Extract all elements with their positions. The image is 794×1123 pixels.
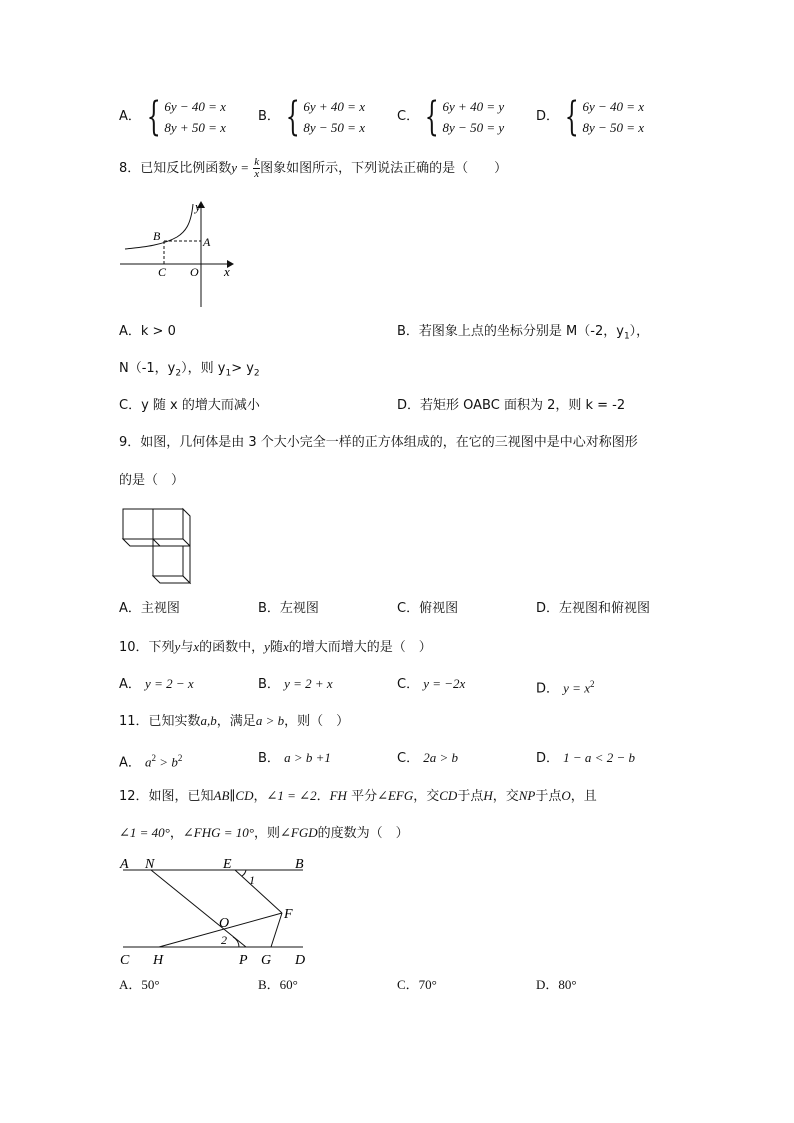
option-text: ），则 y [181, 361, 226, 376]
option-expression: y = 2 + x [284, 676, 333, 691]
label-x: x [224, 264, 230, 279]
brace-icon: { [564, 94, 579, 140]
math-var: x [193, 639, 200, 654]
label-c: C [120, 953, 130, 968]
math-text: ∠FGD [280, 825, 318, 840]
label-e: E [223, 857, 232, 872]
superscript: 2 [151, 753, 157, 763]
option-letter: C． [397, 751, 420, 766]
math-text: ∠1 = ∠2 [266, 788, 317, 803]
math-text: H [483, 788, 493, 803]
option-text: N（-1，y [119, 361, 176, 376]
cube-side-face [183, 509, 190, 546]
stem-text: ． [316, 789, 330, 804]
option-expression: y = x [563, 680, 590, 696]
subscript: 1 [623, 331, 630, 342]
math-var: y [174, 639, 181, 654]
option-letter: B． [258, 751, 280, 766]
q10-option-c [397, 676, 465, 693]
math-text: a,b [200, 713, 217, 728]
stem-text: ，且 [570, 789, 597, 804]
q11-stem [119, 713, 349, 730]
label-c: C [158, 265, 167, 279]
q12-option-b: B．60° [258, 977, 298, 992]
label-p: P [239, 953, 248, 968]
q11-option-d [536, 750, 635, 767]
line-fg [271, 913, 282, 947]
option-expression: 2a > b [423, 750, 458, 765]
math-text: ∠1 = 40° [119, 825, 170, 840]
equation: 6y − 40 = x [582, 99, 645, 114]
line-ef [235, 870, 282, 913]
option-text: > y [231, 361, 254, 376]
label-d: D [295, 953, 306, 968]
label-o: O [190, 265, 199, 279]
q8-stem [119, 156, 507, 181]
equation: 6y + 40 = y [442, 99, 505, 114]
q12-stem-line2 [119, 825, 409, 842]
label-angle-2: 2 [221, 933, 227, 947]
superscript: 2 [589, 679, 595, 689]
equation: 8y − 50 = y [442, 120, 505, 135]
option-letter: C． [397, 677, 420, 692]
q10-option-a [119, 676, 194, 693]
stem-text: ，交 [492, 789, 519, 804]
label-o: O [219, 916, 230, 931]
stem-text: 随 [269, 640, 283, 655]
equation: 8y + 50 = x [164, 120, 226, 135]
stem-text: 与 [180, 640, 194, 655]
cube-side-face [183, 546, 190, 583]
option-text: ）， [629, 324, 650, 339]
stem-text: 11．已知实数 [119, 714, 201, 729]
label-n: N [145, 857, 155, 872]
math-text: CD [439, 788, 458, 803]
q8-option-b-continued [119, 361, 260, 382]
option-letter: A． [119, 109, 141, 124]
option-text: B．若图象上点的坐标分别是 M（-2，y [397, 324, 624, 339]
stem-text: 于点 [535, 789, 562, 804]
stem-text: 10．下列 [119, 640, 175, 655]
numerator: k [254, 156, 260, 168]
stem-text: 图象如图所示，下列说法正确的是（ ） [260, 161, 508, 176]
stem-text: 的增大而增大的是（ ） [288, 640, 432, 655]
option-expression: y = −2x [423, 676, 466, 691]
math-text: O [561, 788, 571, 803]
math-text: AB∥CD [213, 788, 254, 803]
q9-option-b: B．左视图 [258, 601, 319, 616]
q9-stem-line1: 9．如图，几何体是由 3 个大小完全一样的正方体组成的，在它的三视图中是中心对称图形 [119, 435, 638, 450]
q9-option-d: D．左视图和俯视图 [536, 601, 651, 616]
brace-icon: { [285, 94, 300, 140]
math-text: y = [231, 160, 250, 175]
stem-text: ， [169, 826, 183, 841]
q11-option-a [119, 750, 182, 771]
q7-option-a [119, 96, 226, 138]
equation: 8y − 50 = x [582, 120, 645, 135]
q12-option-a: A．50° [119, 977, 160, 992]
line-np [151, 870, 246, 947]
label-angle-1: 1 [249, 873, 255, 887]
q7-option-d [536, 96, 644, 138]
q9-cube-figure [120, 506, 200, 586]
math-var: x [282, 639, 289, 654]
superscript: 2 [177, 753, 183, 763]
label-a: A [203, 235, 211, 249]
subscript: 1 [225, 368, 232, 379]
option-letter: D． [536, 681, 560, 697]
q8-figure [115, 197, 245, 309]
math-var: y [264, 639, 270, 654]
q12-geometry-figure [115, 852, 315, 970]
stem-text: 8．已知反比例函数 [119, 161, 232, 176]
q9-option-a: A．主视图 [119, 601, 180, 616]
angle-1-arc [242, 870, 246, 876]
equation: 6y + 40 = x [303, 99, 365, 114]
option-letter: B． [258, 677, 280, 692]
label-a: A [120, 857, 129, 872]
q12-option-c: C．70° [397, 977, 437, 992]
label-f: F [284, 907, 293, 922]
option-letter: A． [119, 755, 141, 771]
option-letter: D． [536, 109, 560, 124]
q11-option-b [258, 750, 331, 767]
q9-option-c: C．俯视图 [397, 601, 459, 616]
math-text: FH [329, 788, 347, 803]
math-text: ∠EFG [377, 788, 414, 803]
stem-text: ， [253, 789, 267, 804]
q10-option-b [258, 676, 333, 693]
option-expression: y = 2 − x [145, 676, 194, 691]
equation: 6y − 40 = x [164, 99, 226, 114]
label-b: B [153, 229, 161, 243]
stem-text: ，则 [253, 826, 280, 841]
subscript: 2 [253, 368, 260, 379]
q10-stem [119, 639, 432, 656]
subscript: 2 [175, 368, 182, 379]
q8-option-b [397, 324, 649, 345]
option-letter: C． [397, 109, 420, 124]
brace-icon: { [424, 94, 439, 140]
stem-text: 的度数为（ ） [317, 826, 409, 841]
option-letter: B． [258, 109, 280, 124]
q9-stem-line2: 的是（ ） [119, 473, 185, 488]
stem-text: 平分 [346, 789, 378, 804]
option-expression: a > b +1 [284, 750, 331, 765]
stem-text: ，则（ ） [284, 714, 350, 729]
brace-icon: { [146, 94, 161, 140]
denominator: x [254, 168, 260, 180]
cube-bottom-face [123, 539, 160, 546]
q12-option-d: D．80° [536, 977, 577, 992]
stem-text: ，满足 [216, 714, 256, 729]
math-text: a > b [255, 713, 285, 728]
math-text: > b [156, 754, 178, 770]
q8-option-d: D．若矩形 OABC 面积为 2，则 k = -2 [397, 398, 626, 413]
stem-text: 于点 [457, 789, 484, 804]
option-letter: D． [536, 751, 560, 766]
cube-front-face [153, 509, 183, 539]
cube-front-face [153, 546, 183, 576]
label-b: B [295, 857, 304, 872]
label-g: G [261, 953, 272, 968]
label-y: y [195, 199, 201, 214]
option-letter: A． [119, 677, 141, 692]
math-text: NP [518, 788, 536, 803]
equation: 8y − 50 = x [303, 120, 365, 135]
q12-stem-line1 [119, 788, 597, 805]
stem-text: ，交 [413, 789, 440, 804]
q7-option-c [397, 96, 504, 138]
option-expression: 1 − a < 2 − b [563, 750, 635, 765]
q11-option-c [397, 750, 458, 767]
stem-text: 12．如图，已知 [119, 789, 214, 804]
cube-front-face [123, 509, 153, 539]
q8-option-a: A．k > 0 [119, 324, 176, 339]
label-h: H [153, 953, 164, 968]
stem-text: 的函数中， [199, 640, 265, 655]
math-text: a [145, 754, 152, 770]
q8-option-c: C．y 随 x 的增大而减小 [119, 398, 260, 413]
q7-option-b [258, 96, 365, 138]
math-text: ∠FHG = 10° [182, 825, 254, 840]
q10-option-d [536, 676, 594, 697]
